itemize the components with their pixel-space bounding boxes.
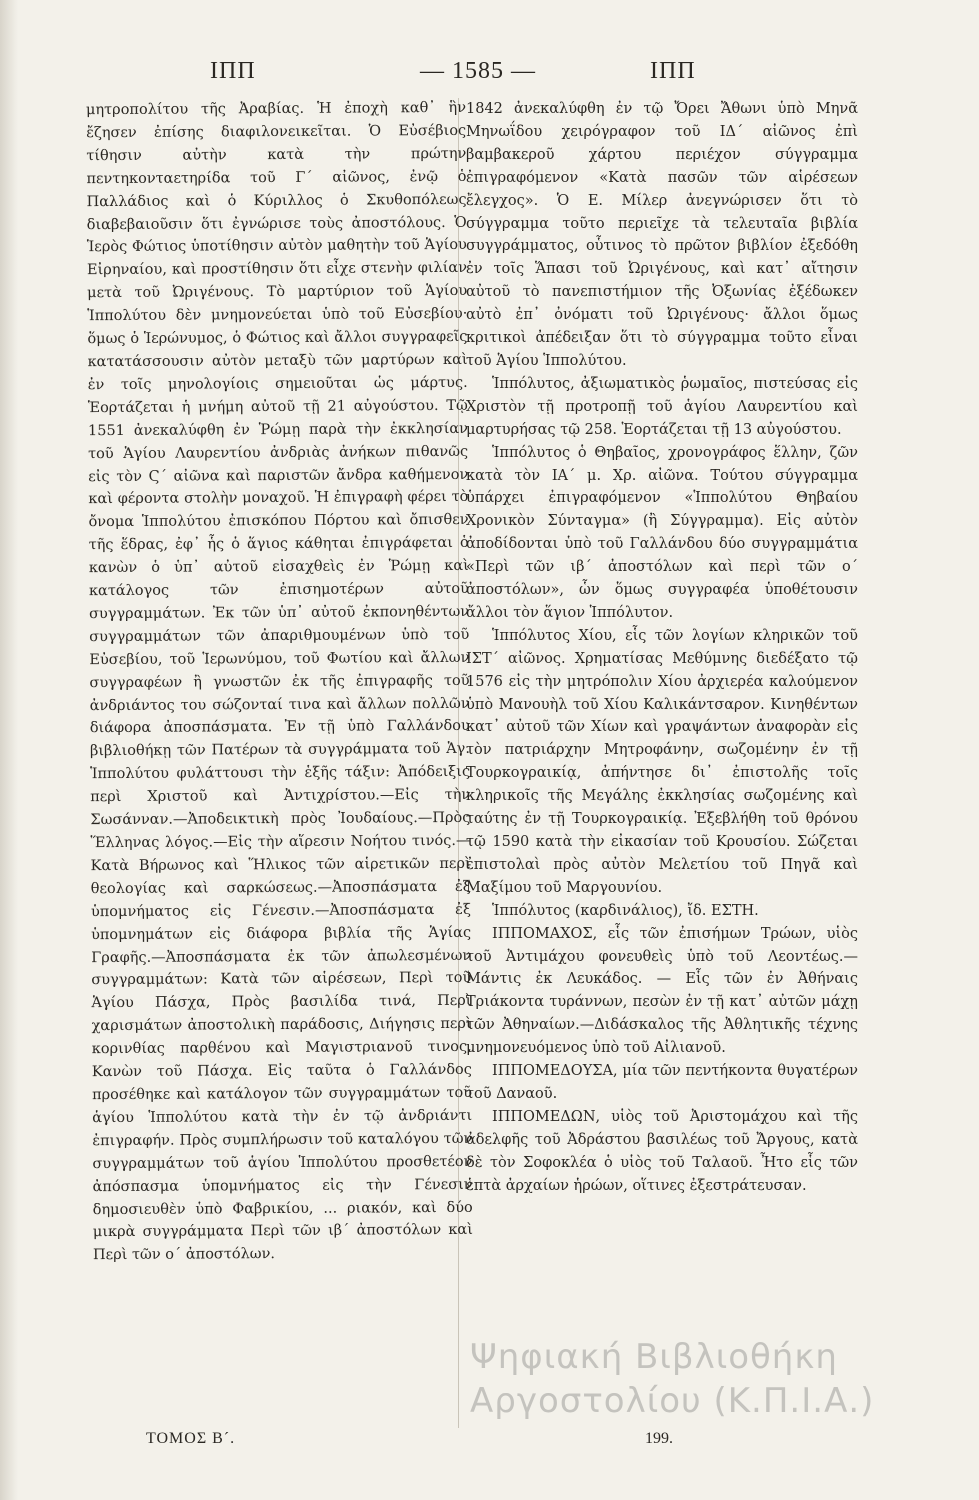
right-paragraph-1: 1842 ἀνεκαλύφθη ἐν τῷ Ὄρει Ἄθωνι ὑπὸ Μηνᾶ Μηνωΐδου χειρόγραφον τοῦ ΙΔ´ αἰῶνος ἐπὶ βαμβακεροῦ χάρτου περιέχον σύγγραμμα ἐπιγραφόμενον «Κατὰ πασῶν τῶν αἱρέσεων ἔλεγχος». Ὁ Ε. Μίλερ ἀνεγνώρισεν ὅτι τὸ σύγγραμμα τοῦτο περιεῖχε τὰ τελευταῖα βιβλία συγγράμματος, οὗτινος τὸ πρῶτον βιβλίον ἐξεδόθη ἐν τοῖς Ἅπασι τοῦ Ὠριγένους, καὶ κατ᾽ αἴτησιν αὐτοῦ τὸ πανεπιστήμιον τῆς Ὀξωνίας ἐξέδωκεν αὐτὸ ἐπ᾽ ὀνόματι τοῦ Ὠριγένους· ἄλλοι ὅμως κριτικοὶ ἀπέδειξαν ὅτι τὸ σύγγραμμα τοῦτο εἶναι τοῦ Ἁγίου Ἱππολύτου. [466,101,858,369]
right-column [466,98,858,1398]
page-edge-shadow [0,0,18,1500]
left-paragraph: μητροπολίτου τῆς Ἀραβίας. Ἡ ἐποχὴ καθ᾽ ἣν ἔζησεν ἐπίσης διαφιλονεικεῖται. Ὁ Εὐσέβιος τίθησιν αὐτὴν κατὰ τὴν πρώτην πεντηκονταετηρίδα τοῦ Γ´ αἰῶνος, ἐνῷ ὁ Παλλάδιος καὶ ὁ Κύριλλος ὁ Σκυθοπόλεως διαβεβαιοῦσιν ὅτι ἐγνώρισε τοὺς ἀποστόλους. Ὁ Ἱερὸς Φώτιος ὑποτίθησιν αὐτὸν μαθητὴν τοῦ Ἁγίου Εἰρηναίου, καὶ προστίθησιν ὅτι εἶχε στενὴν φιλίαν μετὰ τοῦ Ὠριγένους. Τὸ μαρτύριον τοῦ Ἁγίου Ἱππολύτου δὲν μνημονεύεται ὑπὸ τοῦ Εὐσεβίου· ὅμως ὁ Ἱερώνυμος, ὁ Φώτιος καὶ ἄλλοι συγγραφεῖς κατατάσσουσιν αὐτὸν μεταξὺ τῶν μαρτύρων καὶ ἐν τοῖς μηνολογίοις σημειοῦται ὡς μάρτυς. Ἑορτάζεται ἡ μνήμη αὐτοῦ τῇ 21 αὐγούστου. Τῷ 1551 ἀνεκαλύφθη ἐν Ῥώμῃ παρὰ τὴν ἐκκλησίαν τοῦ Ἁγίου Λαυρεντίου ἀνδριὰς ἀνήκων πιθανῶς εἰς τὸν Ϛ´ αἰῶνα καὶ παριστῶν ἄνδρα καθήμενον καὶ φέροντα στολὴν μοναχοῦ. Ἡ ἐπιγραφὴ φέρει τὸ ὄνομα Ἱππολύτου ἐπισκόπου Πόρτου καὶ ὄπισθεν τῆς ἕδρας, ἐφ᾽ ἧς ὁ ἅγιος κάθηται ἐπιγράφεται ὁ κανὼν ὁ ὑπ᾽ αὐτοῦ εἰσαχθεὶς ἐν Ῥώμῃ καὶ κατάλογος τῶν ἐπισημοτέρων αὐτοῦ συγγραμμάτων. Ἐκ τῶν ὑπ᾽ αὐτοῦ ἐκπονηθέντων συγγραμμάτων τῶν ἀπαριθμουμένων ὑπὸ τοῦ Εὐσεβίου, τοῦ Ἱερωνύμου, τοῦ Φωτίου καὶ ἄλλων συγγραφέων ἢ γνωστῶν ἐκ τῆς ἐπιγραφῆς τοῦ ἀνδριάντος του σώζονταί τινα καὶ ἄλλων πολλῶν διάφορα ἀποσπάσματα. Ἐν τῇ ὑπὸ Γαλλάνδου βιβλιοθήκῃ τῶν Πατέρων τὰ συγγράμματα τοῦ Ἁγ. Ἱππολύτου φυλάττουσι τὴν ἑξῆς τάξιν: Ἀπόδειξις περὶ Χριστοῦ καὶ Ἀντιχρίστου.—Εἰς τὴν Σωσάνναν.—Ἀποδεικτικὴ πρὸς Ἰουδαίους.—Πρὸς Ἕλληνας λόγος.—Εἰς τὴν αἵρεσιν Νοήτου τινός.—Κατὰ Βήρωνος καὶ Ἥλικος τῶν αἱρετικῶν περὶ θεολογίας καὶ σαρκώσεως.—Ἀποσπάσματα ἐξ ὑπομνήματος εἰς Γένεσιν.—Ἀποσπάσματα ἐξ ὑπομνημάτων εἰς διάφορα βιβλία τῆς Ἁγίας Γραφῆς.—Ἀποσπάσματα ἐκ τῶν ἀπωλεσμένων συγγραμμάτων: Κατὰ τῶν αἱρέσεων, Περὶ τοῦ Ἁγίου Πάσχα, Πρὸς βασιλίδα τινά, Περὶ χαρισμάτων ἀποστολικὴ παράδοσις, Διήγησις περὶ κορινθίας παρθένου καὶ Μαγιστριανοῦ τινος, Κανὼν τοῦ Πάσχα. Εἰς ταῦτα ὁ Γαλλάνδος προσέθηκε καὶ κατάλογον τῶν συγγραμμάτων τοῦ ἁγίου Ἱππολύτου κατὰ τὴν ἐν τῷ ἀνδριάντι ἐπιγραφήν. Πρὸς συμπλήρωσιν τοῦ καταλόγου τῶν συγγραμμάτων τοῦ ἁγίου Ἱππολύτου προσθετέον ἀπόσπασμα ὑπομνήματος εἰς τὴν Γένεσιν δημοσιευθὲν ὑπὸ Φαβρικίου, ... ριακόν, καὶ δύο μικρὰ συγγράμματα Περὶ τῶν ιβ´ ἀποστόλων καὶ Περὶ τῶν ο´ ἀποστόλων. [85,99,473,1264]
entry-hippomedon: ΙΠΠΟΜΕΔΩΝ, υἱὸς τοῦ Ἀριστομάχου καὶ τῆς ἀδελφῆς τοῦ Ἀδράστου βασιλέως τοῦ Ἄργους, κατὰ δὲ τὸν Σοφοκλέα ὁ υἱὸς τοῦ Ταλαοῦ. Ἦτο εἷς τῶν ἑπτὰ ἀρχαίων ἡρώων, οἵτινες ἐξεστράτευσαν. [466,1108,858,1194]
watermark-line-1: Ψηφιακή Βιβλιοθήκη [470,1337,838,1377]
header-right: ΙΠΠ [650,58,696,84]
left-column [86,97,474,1424]
volume-label: ΤΟΜΟΣ Β´. [146,1430,236,1447]
entry-hippolytus-chios: Ἱππόλυτος Χίου, εἷς τῶν λογίων κληρικῶν τοῦ ΙΣΤ´ αἰῶνος. Χρηματίσας Μεθύμνης διεδέξατο τῷ 1576 εἰς τὴν μητρόπολιν Χίου ἀρχιερέα καλούμενον ὑπὸ Μανουὴλ τοῦ Χίου Καλικάντσαρον. Κινηθέντων κατ᾽ αὐτοῦ τῶν Χίων καὶ γραψάντων ἀναφορὰν εἰς τὸν πατριάρχην Μητροφάνην, σωζομένην ἐν τῇ Τουρκογραικίᾳ, ἀπήντησε δι᾽ ἐπιστολῆς τοῖς κληρικοῖς τῆς Μεγάλης ἐκκλησίας σωζομένης καὶ ταύτης ἐν τῇ Τουρκογραικίᾳ. Ἐξεβλήθη τοῦ θρόνου τῷ 1590 κατὰ τὴν εἰκασίαν τοῦ Κρουσίου. Σώζεται ἐπιστολαὶ πρὸς αὐτὸν Μελετίου τοῦ Πηγᾶ καὶ Μαξίμου τοῦ Μαργουνίου. [466,627,858,896]
watermark-line-2: Αργοστολίου (Κ.Π.Ι.Α.) [470,1381,875,1421]
entry-hippolytus-roman: Ἱππόλυτος, ἀξιωματικὸς ῥωμαῖος, πιστεύσας εἰς Χριστὸν τῇ προτροπῇ τοῦ ἁγίου Λαυρεντίου καὶ μαρτυρήσας τῷ 258. Ἑορτάζεται τῇ 13 αὐγούστου. [466,375,858,438]
running-header [90,58,890,92]
page-number: — 1585 — [420,58,536,84]
library-watermark [470,1335,950,1423]
entry-hippomedousa: ΙΠΠΟΜΕΔΟΥΣΑ, μία τῶν πεντήκοντα θυγατέρων τοῦ Δαναοῦ. [466,1063,858,1102]
signature-mark: 199. [645,1430,673,1447]
entry-hippomachos: ΙΠΠΟΜΑΧΟΣ, εἷς τῶν ἐπισήμων Τρώων, υἱὸς τοῦ Ἀντιμάχου φονευθεὶς ὑπὸ τοῦ Λεοντέως.— Μάντις ἐκ Λευκάδος. — Εἷς τῶν ἐν Ἀθήναις Τριάκοντα τυράννων, πεσὼν ἐν τῇ κατ᾽ αὐτῶν μάχῃ τῶν Ἀθηναίων.—Διδάσκαλος τῆς Ἀθλητικῆς τέχνης μνημονευόμενος ὑπὸ τοῦ Αἰλιανοῦ. [466,925,858,1057]
entry-hippolytus-cardinal: Ἱππόλυτος (καρδινάλιος), ἴδ. ΕΣΤΗ. [492,902,759,919]
entry-hippolytus-thebaios: Ἱππόλυτος ὁ Θηβαῖος, χρονογράφος ἕλλην, ζῶν κατὰ τὸν ΙΑ´ μ. Χρ. αἰῶνα. Τούτου σύγγραμμα ὑπάρχει ἐπιγραφόμενον «Ἱππολύτου Θηβαίου Χρονικὸν Σύνταγμα» (ἢ Σύγγραμμα). Εἰς αὐτὸν ἀποδίδονται ὑπὸ τοῦ Γαλλάνδου δύο συγγραμμάτια «Περὶ τῶν ιβ´ ἀποστόλων καὶ περὶ τῶν ο´ ἀποστόλων», ὧν ὅμως συγγραφέα ὑποθέτουσιν ἄλλοι τὸν ἅγιον Ἱππόλυτον. [466,444,858,621]
header-left: ΙΠΠ [210,58,256,84]
